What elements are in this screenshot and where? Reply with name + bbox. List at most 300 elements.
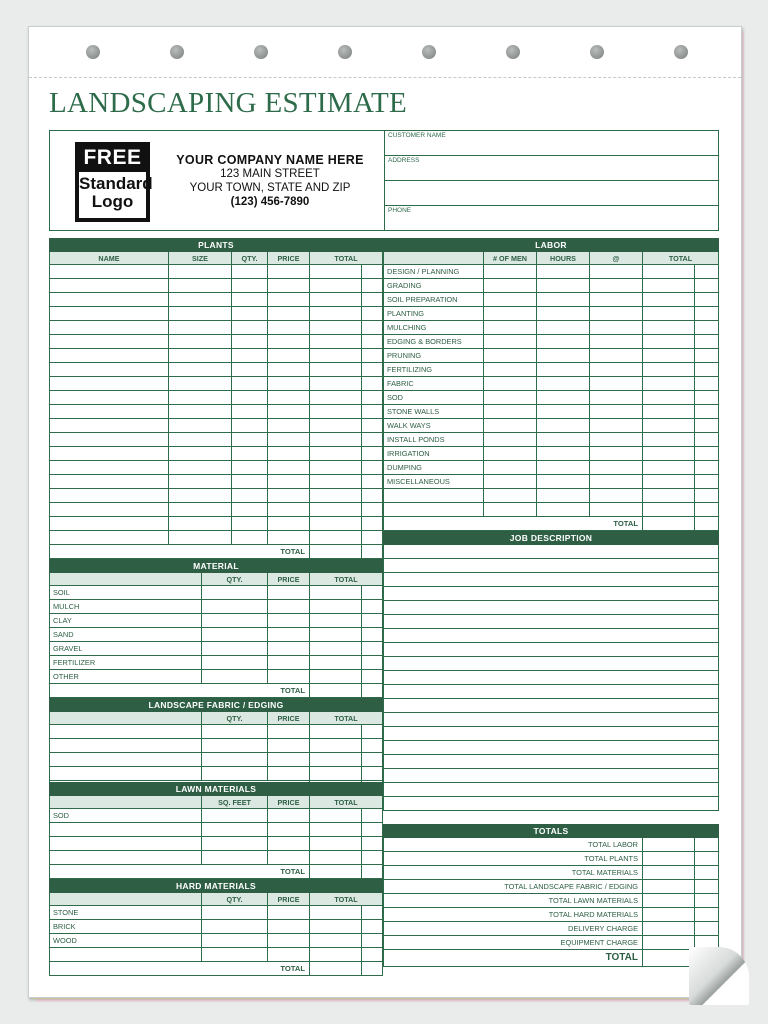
fabric-cents-cell[interactable]: [362, 725, 382, 738]
material-cents-cell[interactable]: [362, 628, 382, 641]
labor-cents-cell[interactable]: [695, 447, 718, 460]
labor-hours-cell[interactable]: [537, 489, 590, 502]
plant-price-cell[interactable]: [268, 349, 310, 362]
labor-rate-cell[interactable]: [590, 433, 643, 446]
fabric-qty-cell[interactable]: [202, 725, 268, 738]
material-price-cell[interactable]: [268, 628, 310, 641]
plants-total-cents[interactable]: [362, 545, 382, 558]
plant-total-cell[interactable]: [310, 475, 362, 488]
plant-price-cell[interactable]: [268, 307, 310, 320]
plant-price-cell[interactable]: [268, 363, 310, 376]
plant-total-cell[interactable]: [310, 433, 362, 446]
labor-total-value[interactable]: [643, 517, 695, 530]
plant-total-cell[interactable]: [310, 447, 362, 460]
hard-total-cell[interactable]: [310, 934, 362, 947]
material-price-cell[interactable]: [268, 656, 310, 669]
plant-qty-cell[interactable]: [232, 447, 268, 460]
labor-men-cell[interactable]: [484, 433, 537, 446]
plant-price-cell[interactable]: [268, 405, 310, 418]
fabric-total-cell[interactable]: [310, 739, 362, 752]
lawn-qty-cell[interactable]: [202, 851, 268, 864]
job-description-line-cell[interactable]: [384, 699, 718, 712]
plant-cents-cell[interactable]: [362, 503, 382, 516]
plant-name-cell[interactable]: [50, 391, 169, 404]
totals-cents-cell[interactable]: [695, 852, 718, 865]
material-total-value[interactable]: [310, 684, 362, 697]
plant-total-cell[interactable]: [310, 489, 362, 502]
plant-size-cell[interactable]: [169, 363, 232, 376]
labor-men-cell[interactable]: [484, 321, 537, 334]
labor-total-cell[interactable]: [643, 447, 695, 460]
labor-men-cell[interactable]: [484, 419, 537, 432]
labor-total-cell[interactable]: [643, 503, 695, 516]
plant-total-cell[interactable]: [310, 517, 362, 530]
lawn-price-cell[interactable]: [268, 809, 310, 822]
plant-qty-cell[interactable]: [232, 391, 268, 404]
material-cents-cell[interactable]: [362, 614, 382, 627]
labor-hours-cell[interactable]: [537, 321, 590, 334]
labor-rate-cell[interactable]: [590, 391, 643, 404]
plant-name-cell[interactable]: [50, 489, 169, 502]
job-description-line-cell[interactable]: [384, 587, 718, 600]
labor-cents-cell[interactable]: [695, 391, 718, 404]
fabric-qty-cell[interactable]: [202, 739, 268, 752]
material-price-cell[interactable]: [268, 600, 310, 613]
hard-total-cents[interactable]: [362, 962, 382, 975]
labor-rate-cell[interactable]: [590, 307, 643, 320]
material-total-cell[interactable]: [310, 642, 362, 655]
plant-cents-cell[interactable]: [362, 265, 382, 278]
labor-hours-cell[interactable]: [537, 279, 590, 292]
labor-total-cell[interactable]: [643, 475, 695, 488]
totals-value-cell[interactable]: [643, 936, 695, 949]
totals-cents-cell[interactable]: [695, 922, 718, 935]
fabric-price-cell[interactable]: [268, 767, 310, 780]
plant-qty-cell[interactable]: [232, 475, 268, 488]
lawn-total-cell[interactable]: [310, 809, 362, 822]
totals-cents-cell[interactable]: [695, 838, 718, 851]
fabric-price-cell[interactable]: [268, 739, 310, 752]
plant-name-cell[interactable]: [50, 335, 169, 348]
labor-rate-cell[interactable]: [590, 321, 643, 334]
plant-size-cell[interactable]: [169, 531, 232, 544]
material-qty-cell[interactable]: [202, 600, 268, 613]
labor-men-cell[interactable]: [484, 265, 537, 278]
lawn-total-cell[interactable]: [310, 823, 362, 836]
job-description-line-cell[interactable]: [384, 741, 718, 754]
plant-price-cell[interactable]: [268, 265, 310, 278]
plant-qty-cell[interactable]: [232, 307, 268, 320]
labor-rate-cell[interactable]: [590, 489, 643, 502]
plant-cents-cell[interactable]: [362, 517, 382, 530]
labor-total-cell[interactable]: [643, 349, 695, 362]
labor-rate-cell[interactable]: [590, 405, 643, 418]
plant-price-cell[interactable]: [268, 531, 310, 544]
plant-cents-cell[interactable]: [362, 531, 382, 544]
plant-cents-cell[interactable]: [362, 377, 382, 390]
hard-cents-cell[interactable]: [362, 948, 382, 961]
labor-men-cell[interactable]: [484, 391, 537, 404]
lawn-total-cell[interactable]: [310, 851, 362, 864]
labor-cents-cell[interactable]: [695, 279, 718, 292]
lawn-total-cell[interactable]: [310, 837, 362, 850]
plant-qty-cell[interactable]: [232, 489, 268, 502]
totals-cents-cell[interactable]: [695, 880, 718, 893]
material-qty-cell[interactable]: [202, 586, 268, 599]
labor-men-cell[interactable]: [484, 377, 537, 390]
job-description-line-cell[interactable]: [384, 559, 718, 572]
material-total-cell[interactable]: [310, 656, 362, 669]
plant-price-cell[interactable]: [268, 461, 310, 474]
plants-total-value[interactable]: [310, 545, 362, 558]
labor-hours-cell[interactable]: [537, 349, 590, 362]
hard-total-cell[interactable]: [310, 948, 362, 961]
plant-qty-cell[interactable]: [232, 265, 268, 278]
hard-total-value[interactable]: [310, 962, 362, 975]
hard-price-cell[interactable]: [268, 948, 310, 961]
labor-cents-cell[interactable]: [695, 293, 718, 306]
lawn-cents-cell[interactable]: [362, 809, 382, 822]
plant-total-cell[interactable]: [310, 321, 362, 334]
labor-cents-cell[interactable]: [695, 503, 718, 516]
plant-price-cell[interactable]: [268, 293, 310, 306]
material-cents-cell[interactable]: [362, 600, 382, 613]
plant-size-cell[interactable]: [169, 265, 232, 278]
labor-rate-cell[interactable]: [590, 461, 643, 474]
labor-hours-cell[interactable]: [537, 475, 590, 488]
plant-price-cell[interactable]: [268, 335, 310, 348]
labor-men-cell[interactable]: [484, 349, 537, 362]
labor-total-cell[interactable]: [643, 335, 695, 348]
lawn-cents-cell[interactable]: [362, 851, 382, 864]
labor-cents-cell[interactable]: [695, 307, 718, 320]
lawn-price-cell[interactable]: [268, 823, 310, 836]
labor-men-cell[interactable]: [484, 279, 537, 292]
labor-total-cell[interactable]: [643, 279, 695, 292]
labor-cents-cell[interactable]: [695, 377, 718, 390]
lawn-total-cents[interactable]: [362, 865, 382, 878]
plant-name-cell[interactable]: [50, 433, 169, 446]
lawn-price-cell[interactable]: [268, 837, 310, 850]
totals-cents-cell[interactable]: [695, 908, 718, 921]
plant-cents-cell[interactable]: [362, 335, 382, 348]
totals-value-cell[interactable]: [643, 880, 695, 893]
totals-value-cell[interactable]: [643, 922, 695, 935]
labor-hours-cell[interactable]: [537, 447, 590, 460]
plant-qty-cell[interactable]: [232, 321, 268, 334]
plant-name-cell[interactable]: [50, 349, 169, 362]
material-total-cell[interactable]: [310, 614, 362, 627]
labor-hours-cell[interactable]: [537, 293, 590, 306]
plant-total-cell[interactable]: [310, 279, 362, 292]
job-description-line-cell[interactable]: [384, 629, 718, 642]
material-price-cell[interactable]: [268, 642, 310, 655]
plant-price-cell[interactable]: [268, 391, 310, 404]
plant-cents-cell[interactable]: [362, 293, 382, 306]
labor-total-cell[interactable]: [643, 461, 695, 474]
labor-total-cell[interactable]: [643, 265, 695, 278]
material-qty-cell[interactable]: [202, 614, 268, 627]
plant-total-cell[interactable]: [310, 503, 362, 516]
labor-rate-cell[interactable]: [590, 349, 643, 362]
labor-rate-cell[interactable]: [590, 265, 643, 278]
fabric-qty-cell[interactable]: [202, 753, 268, 766]
labor-men-cell[interactable]: [484, 503, 537, 516]
labor-total-cents[interactable]: [695, 517, 718, 530]
labor-hours-cell[interactable]: [537, 363, 590, 376]
totals-value-cell[interactable]: [643, 894, 695, 907]
plant-name-cell[interactable]: [50, 293, 169, 306]
labor-total-cell[interactable]: [643, 419, 695, 432]
plant-size-cell[interactable]: [169, 307, 232, 320]
totals-value-cell[interactable]: [643, 838, 695, 851]
plant-qty-cell[interactable]: [232, 531, 268, 544]
plant-cents-cell[interactable]: [362, 447, 382, 460]
material-total-cell[interactable]: [310, 600, 362, 613]
lawn-qty-cell[interactable]: [202, 837, 268, 850]
plant-qty-cell[interactable]: [232, 503, 268, 516]
plant-name-cell[interactable]: [50, 531, 169, 544]
plant-cents-cell[interactable]: [362, 363, 382, 376]
labor-men-cell[interactable]: [484, 293, 537, 306]
material-price-cell[interactable]: [268, 586, 310, 599]
plant-size-cell[interactable]: [169, 475, 232, 488]
plant-total-cell[interactable]: [310, 349, 362, 362]
plant-size-cell[interactable]: [169, 405, 232, 418]
labor-men-cell[interactable]: [484, 461, 537, 474]
labor-rate-cell[interactable]: [590, 363, 643, 376]
plant-price-cell[interactable]: [268, 503, 310, 516]
plant-size-cell[interactable]: [169, 321, 232, 334]
lawn-price-cell[interactable]: [268, 851, 310, 864]
plant-size-cell[interactable]: [169, 293, 232, 306]
plant-qty-cell[interactable]: [232, 419, 268, 432]
labor-cents-cell[interactable]: [695, 433, 718, 446]
labor-rate-cell[interactable]: [590, 293, 643, 306]
plant-cents-cell[interactable]: [362, 349, 382, 362]
plant-name-cell[interactable]: [50, 503, 169, 516]
labor-hours-cell[interactable]: [537, 461, 590, 474]
job-description-line-cell[interactable]: [384, 643, 718, 656]
plant-cents-cell[interactable]: [362, 489, 382, 502]
plant-qty-cell[interactable]: [232, 517, 268, 530]
hard-cents-cell[interactable]: [362, 906, 382, 919]
plant-price-cell[interactable]: [268, 475, 310, 488]
plant-total-cell[interactable]: [310, 265, 362, 278]
hard-cents-cell[interactable]: [362, 934, 382, 947]
plant-size-cell[interactable]: [169, 279, 232, 292]
labor-rate-cell[interactable]: [590, 279, 643, 292]
hard-qty-cell[interactable]: [202, 906, 268, 919]
hard-price-cell[interactable]: [268, 906, 310, 919]
job-description-line-cell[interactable]: [384, 797, 718, 810]
job-description-line-cell[interactable]: [384, 769, 718, 782]
material-cents-cell[interactable]: [362, 586, 382, 599]
plant-size-cell[interactable]: [169, 489, 232, 502]
lawn-cents-cell[interactable]: [362, 823, 382, 836]
plant-qty-cell[interactable]: [232, 433, 268, 446]
plant-qty-cell[interactable]: [232, 293, 268, 306]
labor-total-cell[interactable]: [643, 363, 695, 376]
hard-price-cell[interactable]: [268, 920, 310, 933]
address-field[interactable]: [385, 156, 719, 181]
plant-size-cell[interactable]: [169, 377, 232, 390]
address-field-line2[interactable]: [385, 181, 719, 206]
material-total-cell[interactable]: [310, 670, 362, 683]
labor-men-cell[interactable]: [484, 307, 537, 320]
fabric-total-cell[interactable]: [310, 767, 362, 780]
material-total-cell[interactable]: [310, 628, 362, 641]
fabric-cents-cell[interactable]: [362, 739, 382, 752]
labor-total-cell[interactable]: [643, 321, 695, 334]
plant-cents-cell[interactable]: [362, 475, 382, 488]
labor-rate-cell[interactable]: [590, 419, 643, 432]
plant-qty-cell[interactable]: [232, 335, 268, 348]
plant-name-cell[interactable]: [50, 377, 169, 390]
hard-qty-cell[interactable]: [202, 920, 268, 933]
job-description-line-cell[interactable]: [384, 783, 718, 796]
material-qty-cell[interactable]: [202, 642, 268, 655]
plant-name-cell[interactable]: [50, 517, 169, 530]
grand-total-value[interactable]: [643, 950, 695, 966]
job-description-line-cell[interactable]: [384, 685, 718, 698]
plant-size-cell[interactable]: [169, 503, 232, 516]
material-cents-cell[interactable]: [362, 642, 382, 655]
plant-total-cell[interactable]: [310, 377, 362, 390]
material-qty-cell[interactable]: [202, 670, 268, 683]
plant-size-cell[interactable]: [169, 349, 232, 362]
material-qty-cell[interactable]: [202, 656, 268, 669]
material-price-cell[interactable]: [268, 670, 310, 683]
labor-total-cell[interactable]: [643, 307, 695, 320]
labor-cents-cell[interactable]: [695, 363, 718, 376]
plant-name-cell[interactable]: [50, 321, 169, 334]
labor-total-cell[interactable]: [643, 405, 695, 418]
hard-total-cell[interactable]: [310, 920, 362, 933]
plant-name-cell[interactable]: [50, 363, 169, 376]
labor-total-cell[interactable]: [643, 489, 695, 502]
plant-price-cell[interactable]: [268, 447, 310, 460]
plant-cents-cell[interactable]: [362, 433, 382, 446]
fabric-total-cell[interactable]: [310, 725, 362, 738]
labor-hours-cell[interactable]: [537, 391, 590, 404]
labor-men-cell[interactable]: [484, 489, 537, 502]
plant-size-cell[interactable]: [169, 461, 232, 474]
plant-cents-cell[interactable]: [362, 279, 382, 292]
plant-price-cell[interactable]: [268, 489, 310, 502]
hard-price-cell[interactable]: [268, 934, 310, 947]
hard-total-cell[interactable]: [310, 906, 362, 919]
labor-men-cell[interactable]: [484, 475, 537, 488]
plant-name-cell[interactable]: [50, 475, 169, 488]
material-cents-cell[interactable]: [362, 656, 382, 669]
fabric-cents-cell[interactable]: [362, 767, 382, 780]
labor-men-cell[interactable]: [484, 363, 537, 376]
plant-size-cell[interactable]: [169, 447, 232, 460]
plant-total-cell[interactable]: [310, 419, 362, 432]
plant-name-cell[interactable]: [50, 447, 169, 460]
plant-total-cell[interactable]: [310, 531, 362, 544]
labor-hours-cell[interactable]: [537, 405, 590, 418]
material-cents-cell[interactable]: [362, 670, 382, 683]
labor-men-cell[interactable]: [484, 405, 537, 418]
labor-cents-cell[interactable]: [695, 321, 718, 334]
plant-name-cell[interactable]: [50, 265, 169, 278]
labor-cents-cell[interactable]: [695, 265, 718, 278]
plant-cents-cell[interactable]: [362, 405, 382, 418]
labor-cents-cell[interactable]: [695, 489, 718, 502]
plant-name-cell[interactable]: [50, 307, 169, 320]
job-description-line-cell[interactable]: [384, 671, 718, 684]
plant-size-cell[interactable]: [169, 433, 232, 446]
labor-men-cell[interactable]: [484, 447, 537, 460]
labor-rate-cell[interactable]: [590, 475, 643, 488]
plant-cents-cell[interactable]: [362, 307, 382, 320]
labor-men-cell[interactable]: [484, 335, 537, 348]
customer-name-field[interactable]: [385, 131, 719, 156]
labor-rate-cell[interactable]: [590, 335, 643, 348]
plant-total-cell[interactable]: [310, 391, 362, 404]
labor-total-cell[interactable]: [643, 293, 695, 306]
plant-qty-cell[interactable]: [232, 377, 268, 390]
labor-hours-cell[interactable]: [537, 335, 590, 348]
hard-cents-cell[interactable]: [362, 920, 382, 933]
plant-price-cell[interactable]: [268, 377, 310, 390]
material-total-cell[interactable]: [310, 586, 362, 599]
plant-name-cell[interactable]: [50, 461, 169, 474]
totals-value-cell[interactable]: [643, 852, 695, 865]
plant-total-cell[interactable]: [310, 293, 362, 306]
plant-price-cell[interactable]: [268, 517, 310, 530]
labor-cents-cell[interactable]: [695, 419, 718, 432]
job-description-line-cell[interactable]: [384, 601, 718, 614]
lawn-cents-cell[interactable]: [362, 837, 382, 850]
plant-name-cell[interactable]: [50, 279, 169, 292]
lawn-qty-cell[interactable]: [202, 823, 268, 836]
plant-size-cell[interactable]: [169, 335, 232, 348]
fabric-price-cell[interactable]: [268, 725, 310, 738]
job-description-line-cell[interactable]: [384, 657, 718, 670]
plant-price-cell[interactable]: [268, 279, 310, 292]
plant-qty-cell[interactable]: [232, 405, 268, 418]
lawn-total-value[interactable]: [310, 865, 362, 878]
plant-qty-cell[interactable]: [232, 349, 268, 362]
job-description-line-cell[interactable]: [384, 713, 718, 726]
plant-size-cell[interactable]: [169, 391, 232, 404]
totals-cents-cell[interactable]: [695, 866, 718, 879]
job-description-line-cell[interactable]: [384, 545, 718, 558]
labor-hours-cell[interactable]: [537, 503, 590, 516]
totals-cents-cell[interactable]: [695, 894, 718, 907]
plant-total-cell[interactable]: [310, 335, 362, 348]
labor-total-cell[interactable]: [643, 391, 695, 404]
material-price-cell[interactable]: [268, 614, 310, 627]
fabric-qty-cell[interactable]: [202, 767, 268, 780]
plant-cents-cell[interactable]: [362, 419, 382, 432]
labor-total-cell[interactable]: [643, 433, 695, 446]
hard-qty-cell[interactable]: [202, 948, 268, 961]
plant-qty-cell[interactable]: [232, 279, 268, 292]
labor-hours-cell[interactable]: [537, 419, 590, 432]
plant-cents-cell[interactable]: [362, 461, 382, 474]
totals-value-cell[interactable]: [643, 908, 695, 921]
labor-cents-cell[interactable]: [695, 335, 718, 348]
job-description-line-cell[interactable]: [384, 615, 718, 628]
lawn-qty-cell[interactable]: [202, 809, 268, 822]
labor-hours-cell[interactable]: [537, 433, 590, 446]
plant-total-cell[interactable]: [310, 405, 362, 418]
plant-qty-cell[interactable]: [232, 461, 268, 474]
